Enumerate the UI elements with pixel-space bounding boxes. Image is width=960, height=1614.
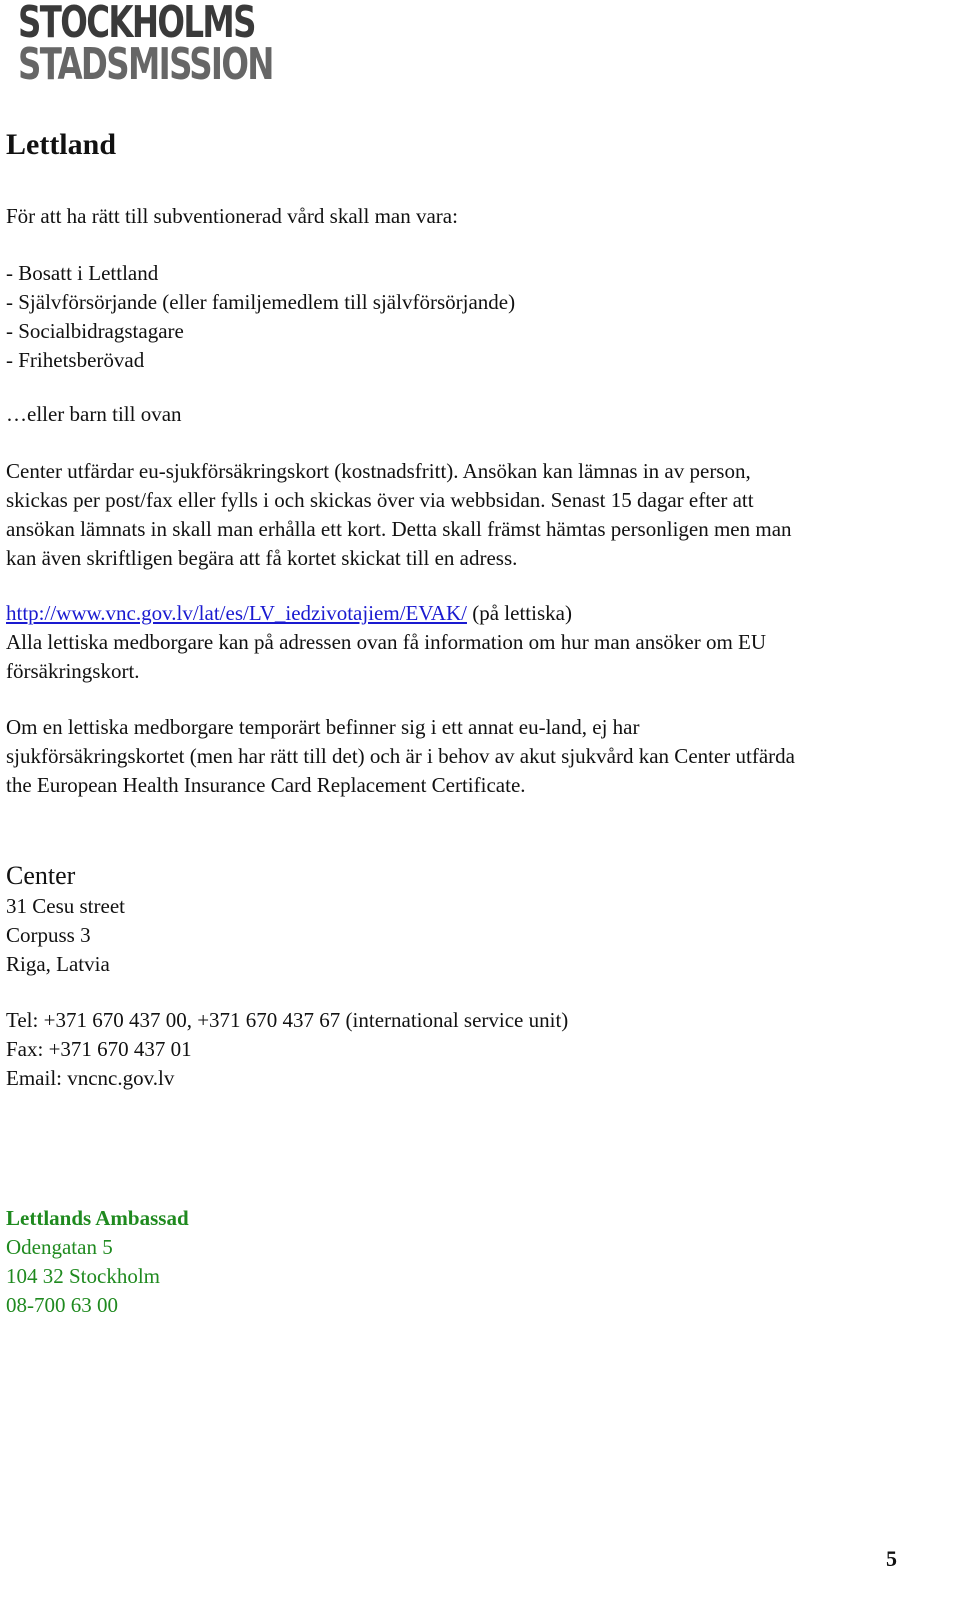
intro-text: För att ha rätt till subventionerad vård skall man vara: bbox=[6, 204, 458, 228]
email-line: Email: vncnc.gov.lv bbox=[6, 1066, 175, 1090]
criteria-item: - Bosatt i Lettland bbox=[6, 261, 159, 285]
children-line: …eller barn till ovan bbox=[6, 402, 182, 426]
vnc-link[interactable]: http://www.vnc.gov.lv/lat/es/LV_iedzivotajiem/EVAK/ bbox=[6, 601, 467, 625]
link-paragraph bbox=[6, 599, 766, 686]
paragraph-line: Alla lettiska medborgare kan på adressen ovan få information om hur man ansöker om EU bbox=[6, 630, 767, 654]
logo-line-2: STADSMISSION bbox=[18, 39, 273, 90]
embassy-line: 08-700 63 00 bbox=[6, 1293, 118, 1317]
tel-line: Tel: +371 670 437 00, +371 670 437 67 (international service unit) bbox=[6, 1008, 569, 1032]
paragraph-line: Om en lettiska medborgare temporärt befinner sig i ett annat eu-land, ej har bbox=[6, 715, 640, 739]
criteria-item: - Självförsörjande (eller familjemedlem till självförsörjande) bbox=[6, 290, 516, 314]
logo-line-1: STOCKHOLMS bbox=[18, 0, 255, 48]
embassy-line: 104 32 Stockholm bbox=[6, 1264, 161, 1288]
stadsmission-logo bbox=[18, 0, 329, 90]
paragraph-line: sjukförsäkringskortet (men har rätt till det) och är i behov av akut sjukvård kan Center utfärda bbox=[6, 744, 795, 768]
link-line bbox=[6, 599, 766, 628]
page-number: 5 bbox=[886, 1546, 897, 1571]
address-name: Center bbox=[6, 861, 76, 890]
link-suffix: (på lettiska) bbox=[466, 601, 572, 625]
address-line: 31 Cesu street bbox=[6, 894, 125, 918]
center-address bbox=[6, 860, 125, 979]
criteria-item: - Frihetsberövad bbox=[6, 348, 145, 372]
embassy-name: Lettlands Ambassad bbox=[6, 1206, 189, 1230]
paragraph-line: kan även skriftligen begära att få kortet skickat till en adress. bbox=[6, 546, 518, 570]
criteria-item: - Socialbidragstagare bbox=[6, 319, 184, 343]
paragraph-line: ansökan lämnats in skall man erhålla ett kort. Detta skall främst hämtas personligen men man bbox=[6, 517, 792, 541]
address-line: Corpuss 3 bbox=[6, 923, 91, 947]
contact-info bbox=[6, 1006, 568, 1093]
temporary-paragraph bbox=[6, 713, 795, 800]
center-paragraph bbox=[6, 457, 792, 573]
page-title: Lettland bbox=[6, 128, 117, 161]
paragraph-line: Center utfärdar eu-sjukförsäkringskort (kostnadsfritt). Ansökan kan lämnas in av person, bbox=[6, 459, 751, 483]
embassy-line: Odengatan 5 bbox=[6, 1235, 113, 1259]
paragraph-line: skickas per post/fax eller fylls i och skickas över via webbsidan. Senast 15 dagar efter att bbox=[6, 488, 754, 512]
paragraph-line: försäkringskort. bbox=[6, 659, 140, 683]
fax-line: Fax: +371 670 437 01 bbox=[6, 1037, 192, 1061]
paragraph-line: the European Health Insurance Card Replacement Certificate. bbox=[6, 773, 526, 797]
embassy-block bbox=[6, 1204, 189, 1320]
criteria-list bbox=[6, 259, 515, 375]
address-line: Riga, Latvia bbox=[6, 952, 110, 976]
